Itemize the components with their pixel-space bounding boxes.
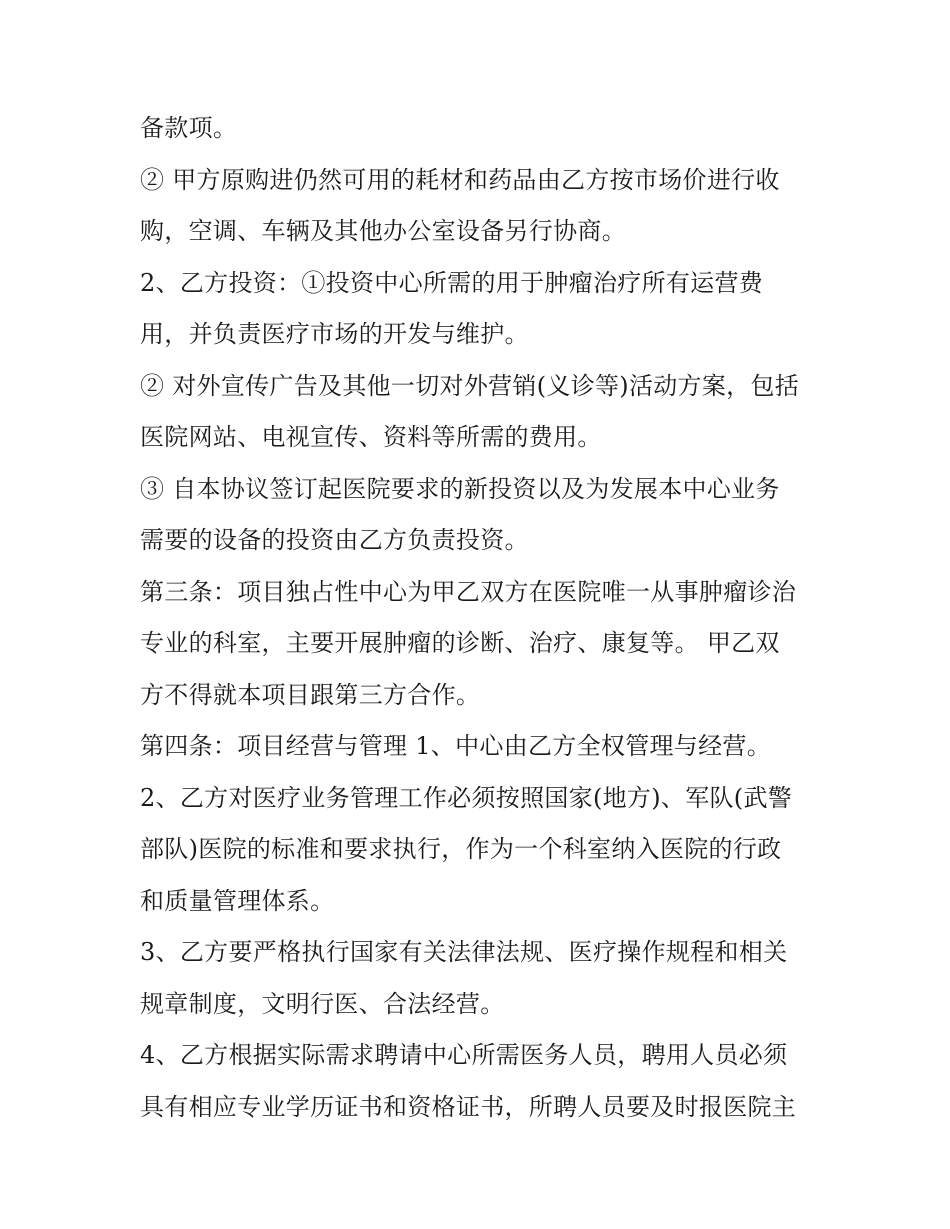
text-line: 部队)医院的标准和要求执行，作为一个科室纳入医院的行政 <box>140 835 782 863</box>
text-line: 3、乙方要严格执行国家有关法律法规、医疗操作规程和相关 <box>140 938 788 966</box>
text-line: 4、乙方根据实际需求聘请中心所需医务人员，聘用人员必须 <box>140 1041 788 1069</box>
text-line: 具有相应专业学历证书和资格证书，所聘人员要及时报医院主 <box>140 1092 797 1121</box>
text-line: 规章制度，文明行医、合法经营。 <box>140 989 505 1018</box>
text-line: 第四条：项目经营与管理 1、中心由乙方全权管理与经营。 <box>140 732 771 760</box>
text-line: 方不得就本项目跟第三方合作。 <box>140 680 481 709</box>
text-line: 医院网站、电视宣传、资料等所需的费用。 <box>140 423 602 451</box>
text-line: ② 对外宣传广告及其他一切对外营销(义诊等)活动方案，包括 <box>140 371 800 400</box>
document-body <box>140 103 830 1133</box>
text-line: 第三条：项目独占性中心为甲乙双方在医院唯一从事肿瘤诊治 <box>140 577 797 606</box>
text-line: 专业的科室，主要开展肿瘤的诊断、治疗、康复等。 甲乙双 <box>140 629 780 657</box>
text-line: 2、乙方对医疗业务管理工作必须按照国家(地方)、军队(武警 <box>140 783 793 812</box>
text-line: 购，空调、车辆及其他办公室设备另行协商。 <box>140 217 626 245</box>
text-line: 备款项。 <box>140 114 238 142</box>
text-line: 2、乙方投资：①投资中心所需的用于肿瘤治疗所有运营费 <box>140 268 764 297</box>
text-line: 用，并负责医疗市场的开发与维护。 <box>140 320 529 348</box>
text-line: 和质量管理体系。 <box>140 886 335 915</box>
text-line: ② 甲方原购进仍然可用的耗材和药品由乙方按市场价进行收 <box>140 165 780 194</box>
text-line: 需要的设备的投资由乙方负责投资。 <box>140 526 529 554</box>
text-line: ③ 自本协议签订起医院要求的新投资以及为发展本中心业务 <box>140 474 780 503</box>
